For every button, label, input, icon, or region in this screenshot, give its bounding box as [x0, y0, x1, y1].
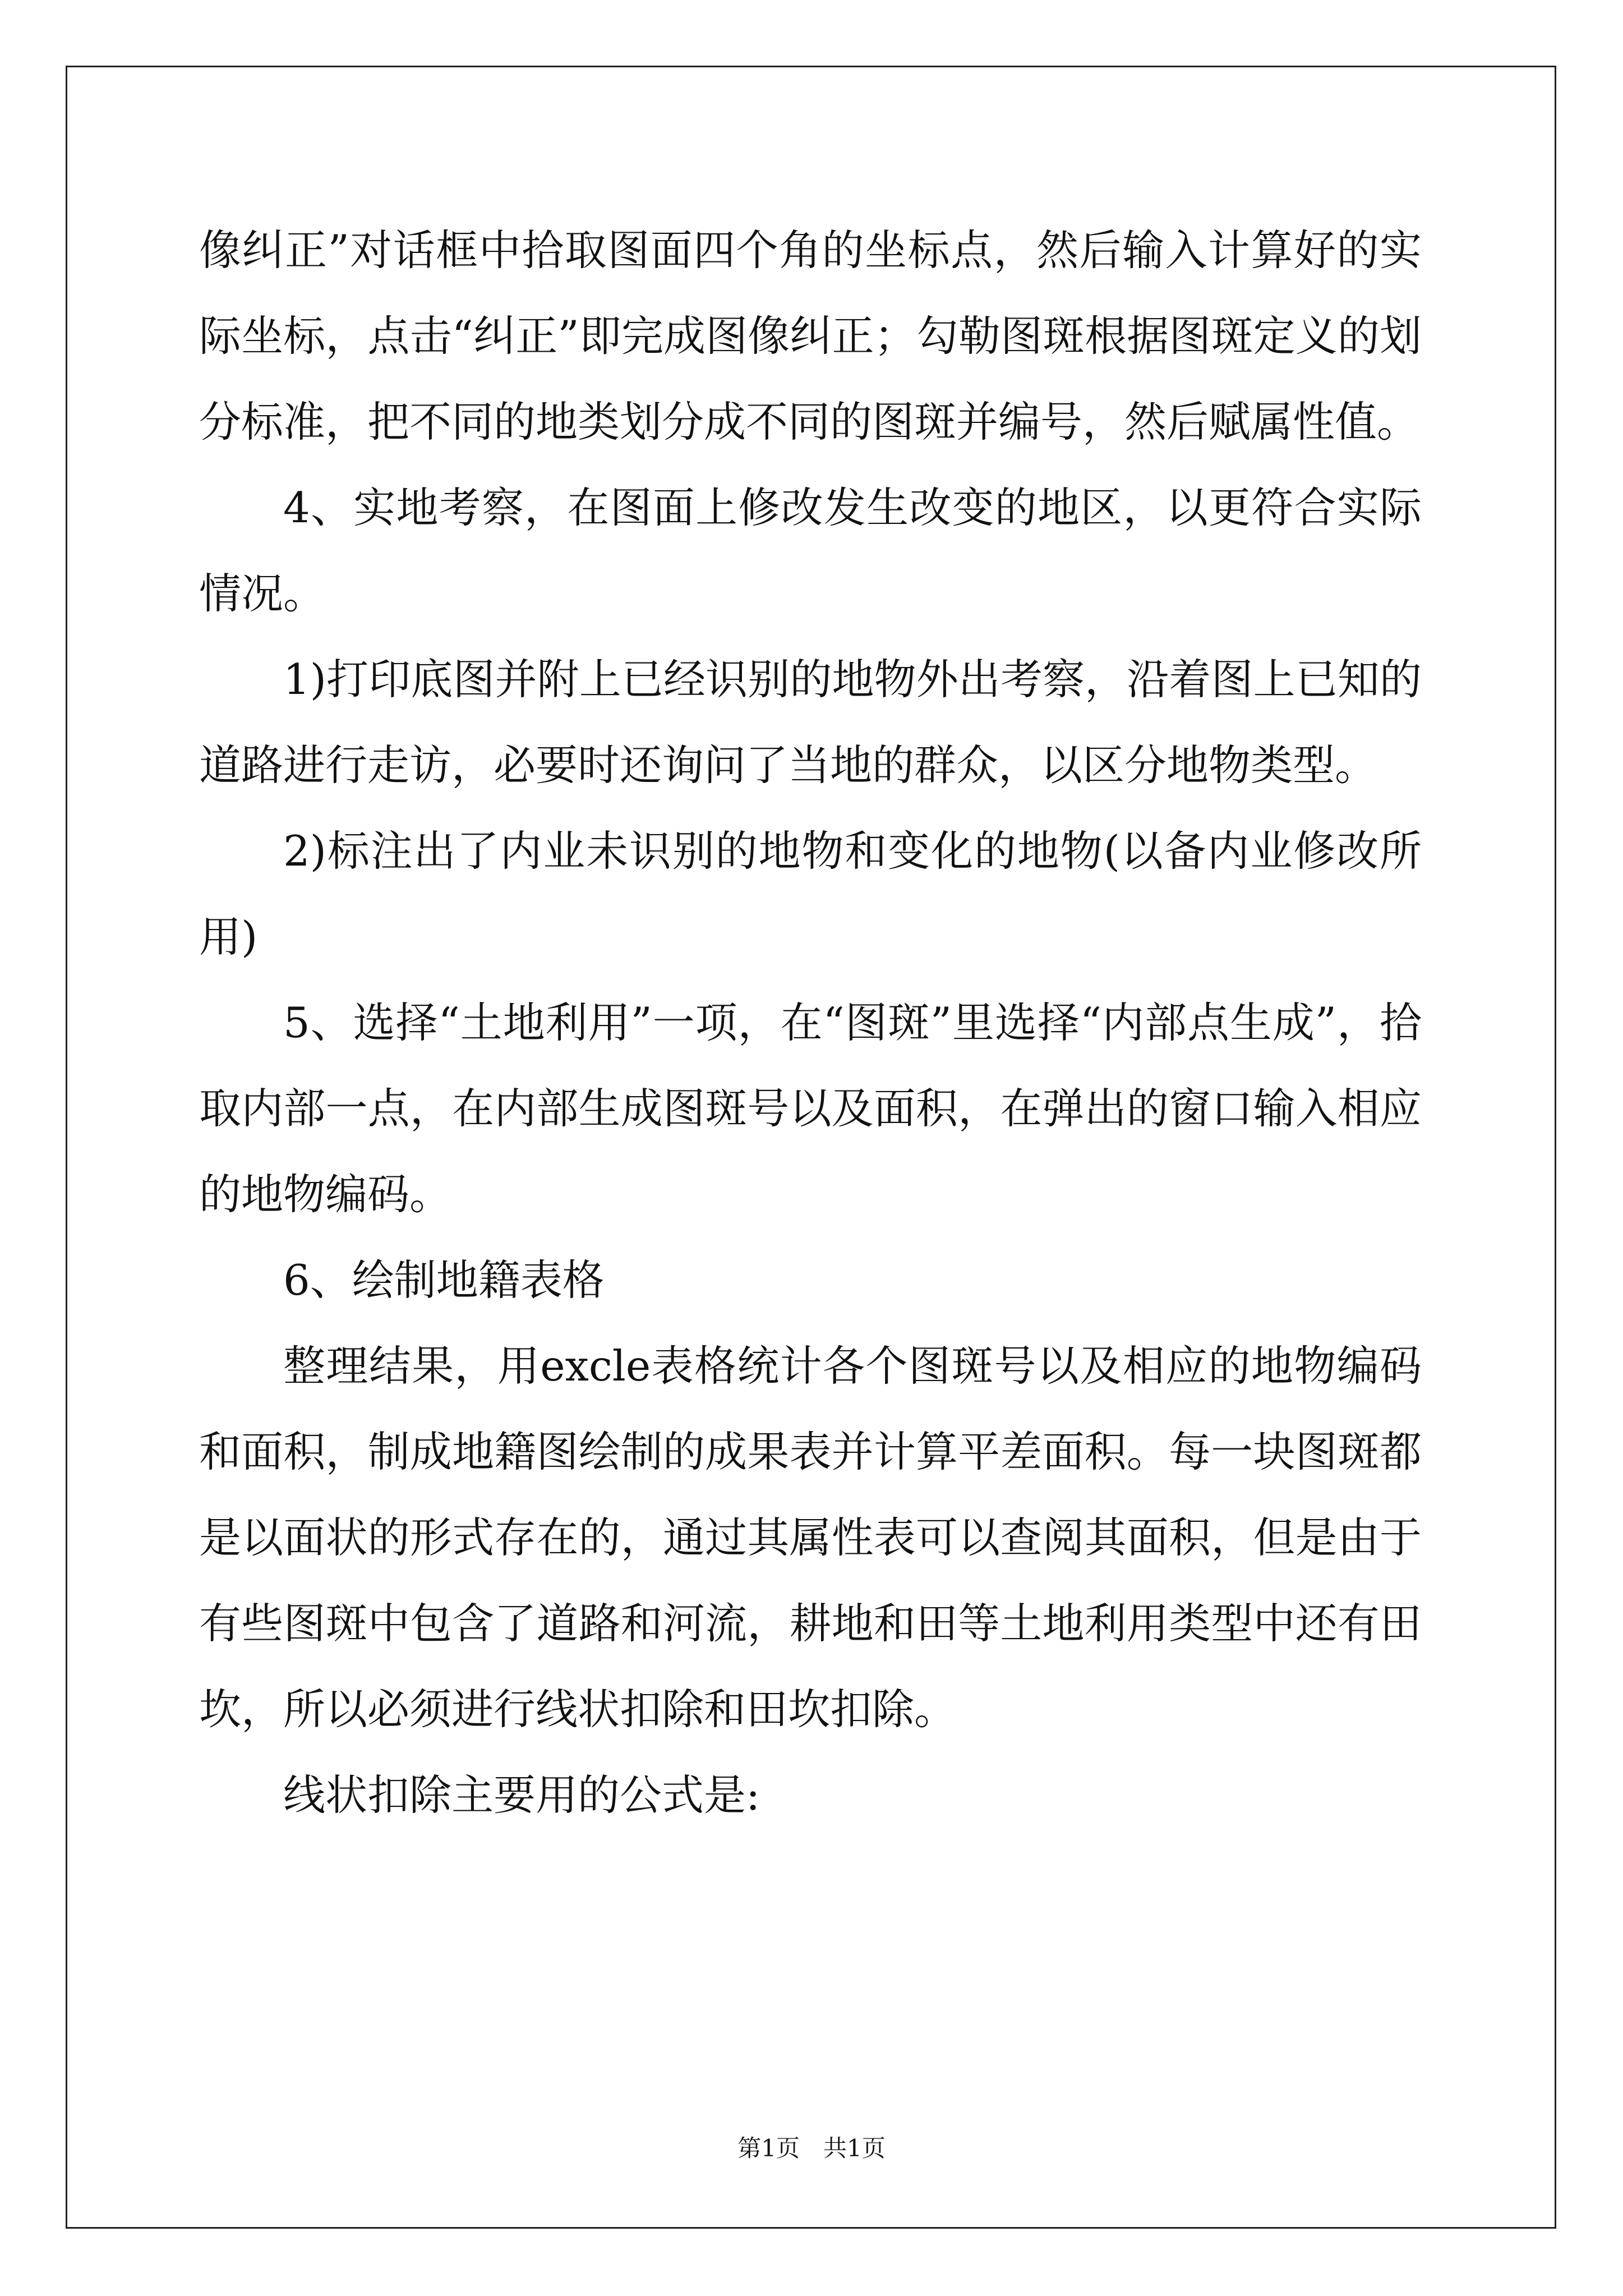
document-body	[199, 208, 1422, 1838]
paragraph-continuation: 像纠正”对话框中拾取图面四个角的坐标点，然后输入计算好的实际坐标，点击“纠正”即完成图像纠正；勾勒图斑根据图斑定义的划分标准，把不同的地类划分成不同的图斑并编号，然后赋属性值。	[199, 226, 1422, 447]
paragraph-step-5: 5、选择“土地利用”一项，在“图斑”里选择“内部点生成”，拾取内部一点，在内部生成图斑号以及面积，在弹出的窗口输入相应的地物编码。	[199, 998, 1422, 1219]
paragraph-step-6: 6、绘制地籍表格	[283, 1255, 605, 1305]
page-number-footer: 第1页 共1页	[737, 2134, 886, 2162]
paragraph-formula-intro: 线状扣除主要用的公式是:	[283, 1770, 760, 1820]
paragraph-step-4-1: 1)打印底图并附上已经识别的地物外出考察，沿着图上已知的道路进行走访，必要时还询问了当地的群众，以区分地物类型。	[199, 655, 1422, 790]
paragraph-step-4: 4、实地考察，在图面上修改发生改变的地区，以更符合实际情况。	[199, 483, 1422, 618]
paragraph-results: 整理结果，用excle表格统计各个图斑号以及相应的地物编码和面积，制成地籍图绘制的成果表并计算平差面积。每一块图斑都是以面状的形式存在的，通过其属性表可以查阅其面积，但是由于有些图斑中包含了道路和河流，耕地和田等土地利用类型中还有田坎，所以必须进行线状扣除和田坎扣除。	[199, 1341, 1422, 1734]
paragraph-step-4-2: 2)标注出了内业未识别的地物和变化的地物(以备内业修改所用)	[199, 826, 1422, 961]
